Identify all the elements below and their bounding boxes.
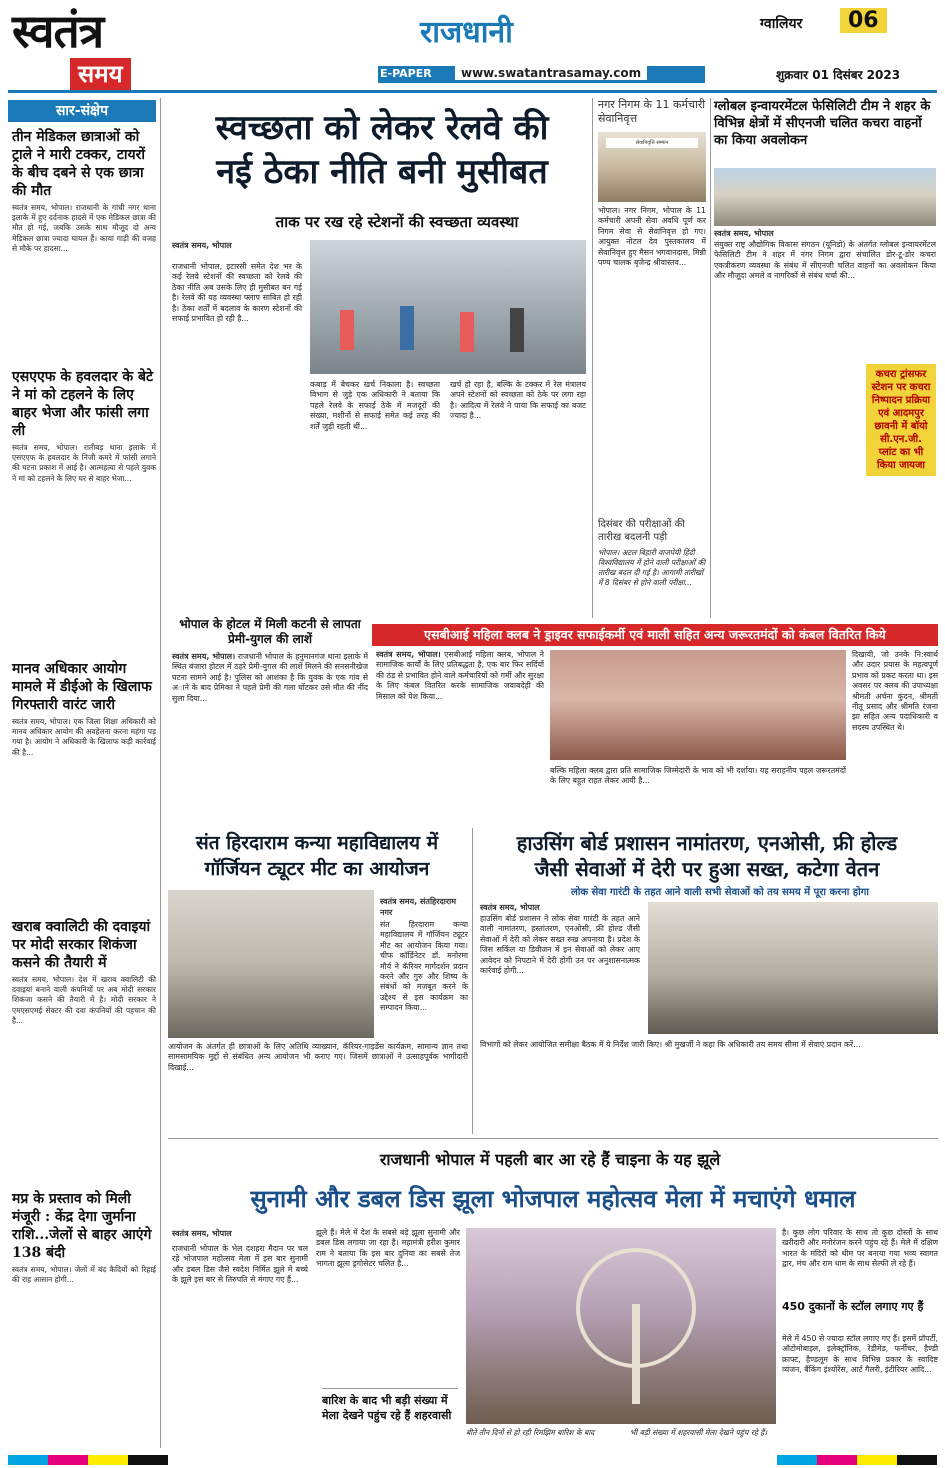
brief-5 [12,1190,156,1435]
lead-headline-line1: स्वच्छता को लेकर रेलवे की [215,108,549,148]
brief-headline: तीन मेडिकल छात्राओं को ट्राले ने मारी टक्कर, टायरों के बीच दबने से एक छात्रा की मौत [12,129,145,199]
fair-headline: सुनामी और डबल डिस झूला भोजपाल महोत्सव मेला में मचाएंगे धमाल [250,1184,856,1213]
college-body-bottom: आयोजन के अंतर्गत ही छात्राओं के लिए अतिथि व्याख्यान, कॅरियर-गाइडेंस कार्यक्रम, सामान्य ज्ञान तथा सामसामयिक मुद्दों से संबंधित अन्य आयोजन भी कराए गए। जिसमें छात्राओं ने उत्साहपूर्वक भागीदारी दिखाई... [168,1042,468,1072]
fair-kicker: राजधानी भोपाल में पहली बार आ रहे हैं चाइना के यह झूले [379,1150,721,1169]
fair-caption-left: बीते तीन दिनों से हो रही रिमझिम बारिश के बाद [466,1428,595,1437]
hotel-headline: भोपाल के होटल में मिली कटनी से लापता प्रेमी-युगल की लाशें [179,617,361,646]
housing-body: हाउसिंग बोर्ड प्रशासन ने लोक सेवा गारंटी के तहत आने वाली नामांतरण, हस्तांतरण, एनओसी, फ्री होल्ड जैसी सेवाओं में देरी को लेकर सख्त रुख अपनाया है। प्रदेश के जिस सर्किल या डिवीजन में इन सेवाओं को लेकर आए आवेदन को निपटाने में देरी होगी उन पर अनुशासनात्मक कार्रवाई होगी... [480,914,640,976]
lead-body-col2: कबाड़ में बेचकर खर्च निकाला है। स्वच्छता विभाग से जुड़े एक अधिकारी ने बताया कि पहले रेलवे के सफाई ठेके में मजदूरों की संख्या, मशीनों से सफाई समेत कई तरह की शर्तें जुड़ी रहती थीं... [310,380,440,431]
brief-headline: खराब क्वालिटी की दवाइयां पर मोदी सरकार शिकंजा कसने की तैयारी में [12,919,151,971]
hotel-byline: स्वतंत्र समय, भोपाल। [172,652,236,661]
housing-subhead: लोक सेवा गारंटी के तहत आने वाली सभी सेवाओं को तय समय में पूरा करना होगा [571,887,869,898]
lead-headline-line2: नई ठेका नीति बनी मुसीबत [216,152,548,192]
fair-quote: बारिश के बाद भी बड़ी संख्या में मेला देखने पहुंच रहे हैं शहरवासी [322,1388,458,1423]
hotel-text: राजधानी भोपाल के हनुमानगंज थाना इलाके में स्थित बंजारा होटल में ठहरे प्रेमी-युगल की लाशें मिलने की सनसनीखेज घटना सामने आई है। पुलिस को आशंका है कि युवक के एक गांव से अाने के बाद प्रेमिका ने पहले प्रेमी की गला घोंटकर उसे मौत की नींद सुला दिया... [172,652,368,703]
brief-text: स्वतंत्र समय, भोपाल। एक जिला शिक्षा अधिकारी को मानव अधिकार आयोग की अवहेलना करना महंगा पड़ गया है। आयोग ने अधिकारी के खिलाफ कड़ी कार्रवाई की है... [12,717,156,757]
sbi-caption: बल्कि महिला क्लब द्वारा प्रति सामाजिक जिम्मेदारी के भाव को भी दर्शाया। यह सराहनीय पहल जरूरतमंदों के लिए बहुत राहत लेकर आयी है... [550,766,846,786]
college-headline [168,830,466,882]
brief-text: स्वतंत्र समय, भोपाल। देश में खराब क्वालिटी की दवाइयां बनाने वाली कंपनियों पर अब मोदी सरकार शिकंजा कसने की तैयारी में है। मोदी सरकार ने एमएसएमई सेक्टर की दवा कंपनियों की पहचान की है... [12,975,156,1025]
logo-bottom-text: समय [70,58,131,90]
cng-highlight: कचरा ट्रांसफर स्टेशन पर कचरा निष्पादन प्रक्रिया एवं आदमपुर छावनी में बॉयो सी.एन.जी. प्लांट का भी किया जायजा [866,364,936,476]
college-photo [168,890,374,1038]
logo-top-text: स्वतंत्र [12,4,104,58]
epaper-label: E-PAPER [380,67,432,80]
brief-headline: मानव अधिकार आयोग मामले में डीईओ के खिलाफ गिरफ्तारी वारंट जारी [12,661,152,713]
fair-body-col3: है। कुछ लोग परिवार के साथ तो कुछ दोस्तों के साथ खरीदारी और मनोरंजन करने पहुंच रहे हैं। मेले में दक्षिण भारत के मंदिरों को थीम पर बनाया गया भव्य स्वागत द्वार, मंच और राम धाम के साथ सेल्फी ले रहे हैं। [782,1228,938,1269]
fair-stalls-head: 450 दुकानों के स्टॉल लगाए गए हैं [782,1300,924,1313]
column-divider [710,98,711,618]
sbi-body-col3: दिखायी, जो उनके नि:स्वार्थ और उदार प्रयास के महत्वपूर्ण प्रभाव को प्रकट करता था। इस अवसर पर क्लब की उपाध्यक्षा श्रीमती अर्चना कुंदन, श्रीमती नीतू प्रसाद और श्रीमति रंजना झा सहित अन्य पदाधिकारी व सदस्य उपस्थित थे। [852,650,938,732]
cng-byline: स्वतंत्र समय, भोपाल [714,229,774,238]
site-url[interactable]: www.swatantrasamay.com [455,66,647,80]
college-headline-line1: संत हिरदाराम कन्या महाविद्यालय में [195,832,439,854]
sbi-banner: एसबीआई महिला क्लब ने ड्राइवर सफाईकर्मी एवं माली सहित अन्य जरूरतमंदों को कंबल वितरित किये [372,624,938,646]
nagarnigam-photo-banner: सेवानिवृत्ति सम्मान [606,138,698,148]
housing-byline: स्वतंत्र समय, भोपाल [480,903,540,912]
housing-headline [476,830,938,882]
nagarnigam-photo [598,132,706,202]
lead-body-col3: खर्च हो रहा है, बल्कि के टक्कर में रेल मंत्रालय अपने स्टेशनों को स्वच्छता को ठेके पर लगा रहा है। आदित्य में रेलवे ने पाया कि सफाई का बजट ज्यादा है... [450,380,586,421]
brief-text: स्वतंत्र समय, भोपाल। राजधानी के गांधी नगर थाना इलाके में हुए दर्दनाक हादसे में एक मेडिकल छात्रा की मौत हो गई, जबकि उसके साथ मौजूद दो अन्य मेडिकल छात्रा ज्यादा घायल हैं। काया गाड़ी की वजह से मौके पर हादसा... [12,203,156,253]
fair-top-rule [168,1138,938,1139]
college-headline-line2: गॉर्जियन ट्यूटर मीट का आयोजन [204,858,430,880]
fair-stalls-body: मेले में 450 से ज्यादा स्टॉल लगाए गए हैं। इसमें प्रॉपर्टी, ऑटोमोबाइल, इलेक्ट्रॉनिक, रेडीमेड, फर्नीचर, हैण्डी क्राफ्ट, हैण्डलूम के साथ विभिन्न प्रकार के स्वादिष्ट व्यंजन, बैंकिंग इंश्योरेंस, आर्ट गैलरी, इंटीरियर आदि... [782,1334,938,1375]
brief-text: स्वतंत्र समय, भोपाल। जेलों में बंद कैदियों को रिहाई की राह आसान होगी... [12,1265,156,1285]
brief-2 [12,368,156,643]
fair-body-col2: झूले हैं। मेले में देश के सबसे बड़े झूला सुनामी और डबल डिस लगाया जा रहा है। महामंत्री हरीश कुमार राम ने बताया कि इस बार दुनिया का सबसे तेज भागता झूला ड्रगोसेटर चलित है... [316,1228,460,1269]
brief-headline: मप्र के प्रस्ताव को मिली मंजूरी : केंद्र देगा जुर्माना राशि...जेलों से बाहर आएंगे 138 बंदी [12,1191,152,1261]
exam-body: भोपाल। अटल बिहारी वाजपेयी हिंदी विश्वविद्यालय में होने वाली परीक्षाओं की तारीख बदल दी गई है। आगामी तारीखों में 8 दिसंबर से होने वाली परीक्षा... [598,548,706,587]
sidebar-divider [160,98,161,1448]
nagarnigam-body: भोपाल। नगर निगम, भोपाल के 11 कर्मचारी अपनी सेवा अवधि पूर्ण कर निगम सेवा से सेवानिवृत्त हो गए। आयुक्त नोटल देव पुस्तकालय में सेवानिवृत्त हुए मैसन भगवानदास, मिन्नी पण्य चालक बृजेन्द्र श्रीवास्तव... [598,206,706,268]
brief-1 [12,128,156,353]
lead-photo-station [310,240,586,374]
college-byline: स्वतंत्र समय, संतहिरदाराम नगर [380,897,456,917]
issue-date: शुक्रवार 01 दिसंबर 2023 [776,68,901,82]
brief-4 [12,918,156,1175]
lead-headline [172,106,592,194]
brief-text: स्वतंत्र समय, भोपाल। रातीबड़ थाना इलाके में एसएएफ के हवलदार के निजी कमरे में फांसी लगाने की घटना प्रकाश में आई है। आत्महत्या से पहले युवक ने मां को टहलने के लिए घर से बाहर भेजा... [12,443,156,483]
cng-body: संयुक्त राष्ट्र औद्योगिक विकास संगठन (यूनिडो) के अंतर्गत ग्लोबल इन्वायरमेंटल फेसिलिटी टीम ने शहर में नगर निगम द्वारा संचालित डोर-टू-डोर कचरा एकत्रीकरण व्यवस्था के संबंध में सीएनजी चलित वाहनों का अवलोकन किया और मौजूदा अमले व नागरिकों से संबंध चर्चा की... [714,240,936,281]
fair-caption-right: भी बड़ी संख्या में शहरवासी मेला देखने पहुंच रहे हैं। [630,1428,768,1437]
brief-headline: एसएएफ के हवलदार के बेटे ने मां को टहलने के लिए बाहर भेजा और फांसी लगा ली [12,369,154,439]
sidebar-title: सार-संक्षेप [8,100,156,122]
college-body: संत हिरदाराम कन्या महाविद्यालय में गॉर्जियन ट्यूटर मीट का आयोजन किया गया। चीफ कॉर्डिनेटर डॉ. मनोरमा मौर्य ने कॅरियर मार्गदर्शन प्रदान करने और गुरु और शिष्य के संबंधों को मजबूत करने के उद्देश्य से इस कार्यक्रम का सम्पादन किया... [380,920,468,1013]
sbi-body-col1 [376,650,544,820]
fair-byline: स्वतंत्र समय, भोपाल [172,1229,232,1238]
column-divider [472,828,473,1134]
sbi-byline: स्वतंत्र समय, भोपाल। [376,650,441,659]
fair-body-col1: राजधानी भोपाल के भेल दशहरा मैदान पर चल रहे भोजपाल महोत्सव मेला में इस बार सुनामी और डबल डिस जैसे स्वदेश निर्मित झूले में बच्चे के झूले इस बार से तिरुपति से मंगाए गए हैं... [172,1244,308,1285]
masthead-logo [12,4,152,94]
page-number: 06 [840,8,887,33]
brief-3 [12,660,156,887]
housing-headline-line1: हाउसिंग बोर्ड प्रशासन नामांतरण, एनओसी, फ्री होल्ड [516,831,898,855]
lead-byline: स्वतंत्र समय, भोपाल [172,241,232,250]
housing-photo [648,902,938,1034]
sbi-photo [550,650,846,760]
section-title: राजधानी [420,15,513,50]
fair-photo [466,1228,776,1424]
housing-headline-line2: जैसी सेवाओं में देरी पर हुआ सख्त, कटेगा वेतन [534,857,880,881]
column-divider [592,98,593,618]
printer-color-bars [0,1455,945,1468]
city-label: ग्वालियर [760,16,803,32]
lead-subhead: ताक पर रख रहे स्टेशनों की स्वच्छता व्यवस्था [275,213,519,231]
housing-body-bottom: विभागों को लेकर आयोजित समीक्षा बैठक में ये निर्देश जारी किए। श्री मुखर्जी ने कहा कि अधिकारी तय समय सीमा में सेवाएं प्रदान करें... [480,1040,861,1049]
exam-headline: दिसंबर की परीक्षाओं की तारीख बदलनी पड़ी [598,519,685,543]
masthead-divider [8,90,937,93]
nagarnigam-headline: नगर निगम के 11 कर्मचारी सेवानिवृत्त [598,98,706,125]
cng-photo [714,168,936,226]
sbi-text: एसबीआई महिला क्लब, भोपाल ने सामाजिक कार्यों के लिए प्रतिबद्धता है, एक बार फिर सर्दियों की ठंड से प्रभावित होने वाले कर्मचारियों को गर्मी और सुरक्षा के लिए कंबल वितरित करके सामाजिक जवाबदेही की मिसाल को पेश किया... [376,650,544,701]
hotel-body [172,652,368,820]
lead-body-col1: राजधानी भोपाल, इटारसी समेत देश भर के कई रेलवे स्टेशनों की स्वच्छता को रेलवे की ठेका नीति अब उसके लिए ही मुसीबत बन गई है। रेलवे की यह व्यवस्था फ्लाप साबित हो रही है। ठेका शर्तों में बदलाव के कारण स्टेशनों की सफाई प्रभावित हो रही है... [172,262,302,324]
cng-headline: ग्लोबल इन्वायरमेंटल फेसिलिटी टीम ने शहर के विभिन्न क्षेत्रों में सीएनजी चलित कचरा वाहनों का किया अवलोकन [714,99,931,148]
